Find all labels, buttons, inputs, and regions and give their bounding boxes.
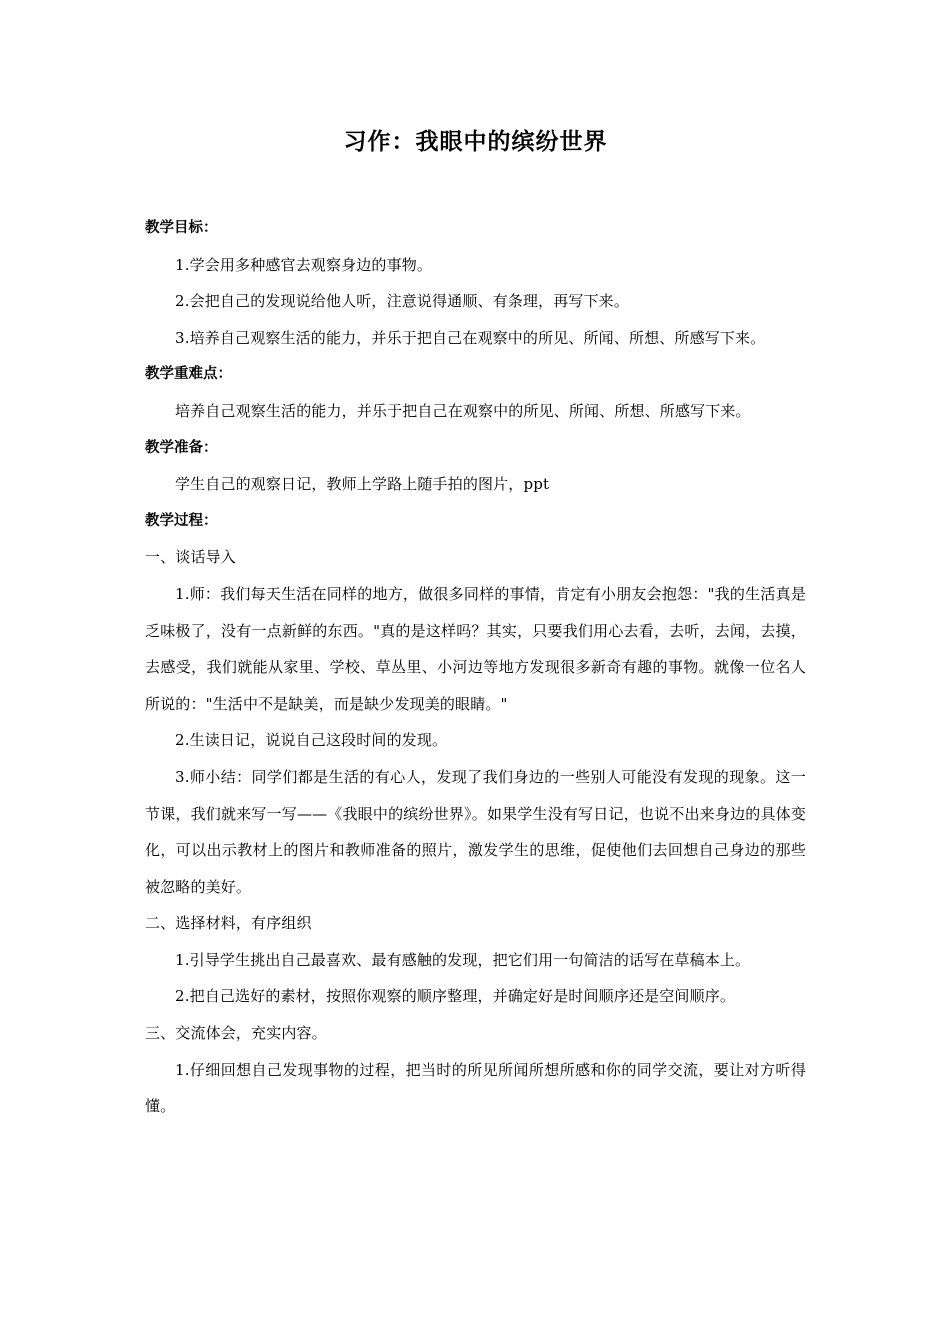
- document-page: [145, 0, 806, 1344]
- heading-key-points: 教学重难点：: [145, 366, 232, 383]
- process-item: 1.仔细回想自己发现事物的过程，把当时的所见所闻所想所感和你的同学交流，要让对方听得懂。: [145, 1060, 806, 1116]
- heading-goals: 教学目标：: [145, 220, 218, 236]
- section-title: 三、交流体会，充实内容。: [145, 1024, 327, 1043]
- process-item: 2.生读日记，说说自己这段时间的发现。: [175, 731, 448, 750]
- preparation-text: 学生自己的观察日记，教师上学路上随手拍的图片，ppt: [175, 475, 550, 494]
- key-points-text: 培养自己观察生活的能力，并乐于把自己在观察中的所见、所闻、所想、所感写下来。: [175, 401, 751, 420]
- section-title: 二、选择材料，有序组织: [145, 914, 312, 933]
- process-item: 2.把自己选好的素材，按照你观察的顺序整理，并确定好是时间顺序还是空间顺序。: [175, 987, 736, 1006]
- document-body: [145, 210, 806, 1125]
- document-title: 习作：我眼中的缤纷世界: [343, 129, 608, 155]
- process-item: 1.引导学生挑出自己最喜欢、最有感触的发现，把它们用一句简洁的话写在草稿本上。: [175, 950, 751, 969]
- heading-process: 教学过程：: [145, 512, 218, 529]
- process-item: 1.师：我们每天生活在同样的地方，做很多同样的事情，肯定有小朋友会抱怨："我的生活真是乏味极了，没有一点新鲜的东西。"真的是这样吗？其实，只要我们用心去看，去听，去闻，去摸，去感受，我们就能从家里、学校、草丛里、小河边等地方发现很多新奇有趣的事物。就像一位名人所说的："生活中不是缺美，而是缺少发现美的眼睛。": [145, 584, 806, 713]
- section-title: 一、谈话导入: [145, 548, 236, 567]
- heading-preparation: 教学准备：: [145, 439, 218, 456]
- goal-item: 1.学会用多种感官去观察身边的事物。: [175, 255, 433, 274]
- goal-item: 3.培养自己观察生活的能力，并乐于把自己在观察中的所见、所闻、所想、所感写下来。: [175, 328, 766, 347]
- goal-item: 2.会把自己的发现说给他人听，注意说得通顺、有条理，再写下来。: [175, 292, 629, 311]
- process-item: 3.师小结：同学们都是生活的有心人，发现了我们身边的一些别人可能没有发现的现象。这一节课，我们就来写一写——《我眼中的缤纷世界》。如果学生没有写日记，也说不出来身边的具体变化，可以出示教材上的图片和教师准备的照片，激发学生的思维，促使他们去回想自己身边的那些被忽略的美好。: [145, 767, 806, 896]
